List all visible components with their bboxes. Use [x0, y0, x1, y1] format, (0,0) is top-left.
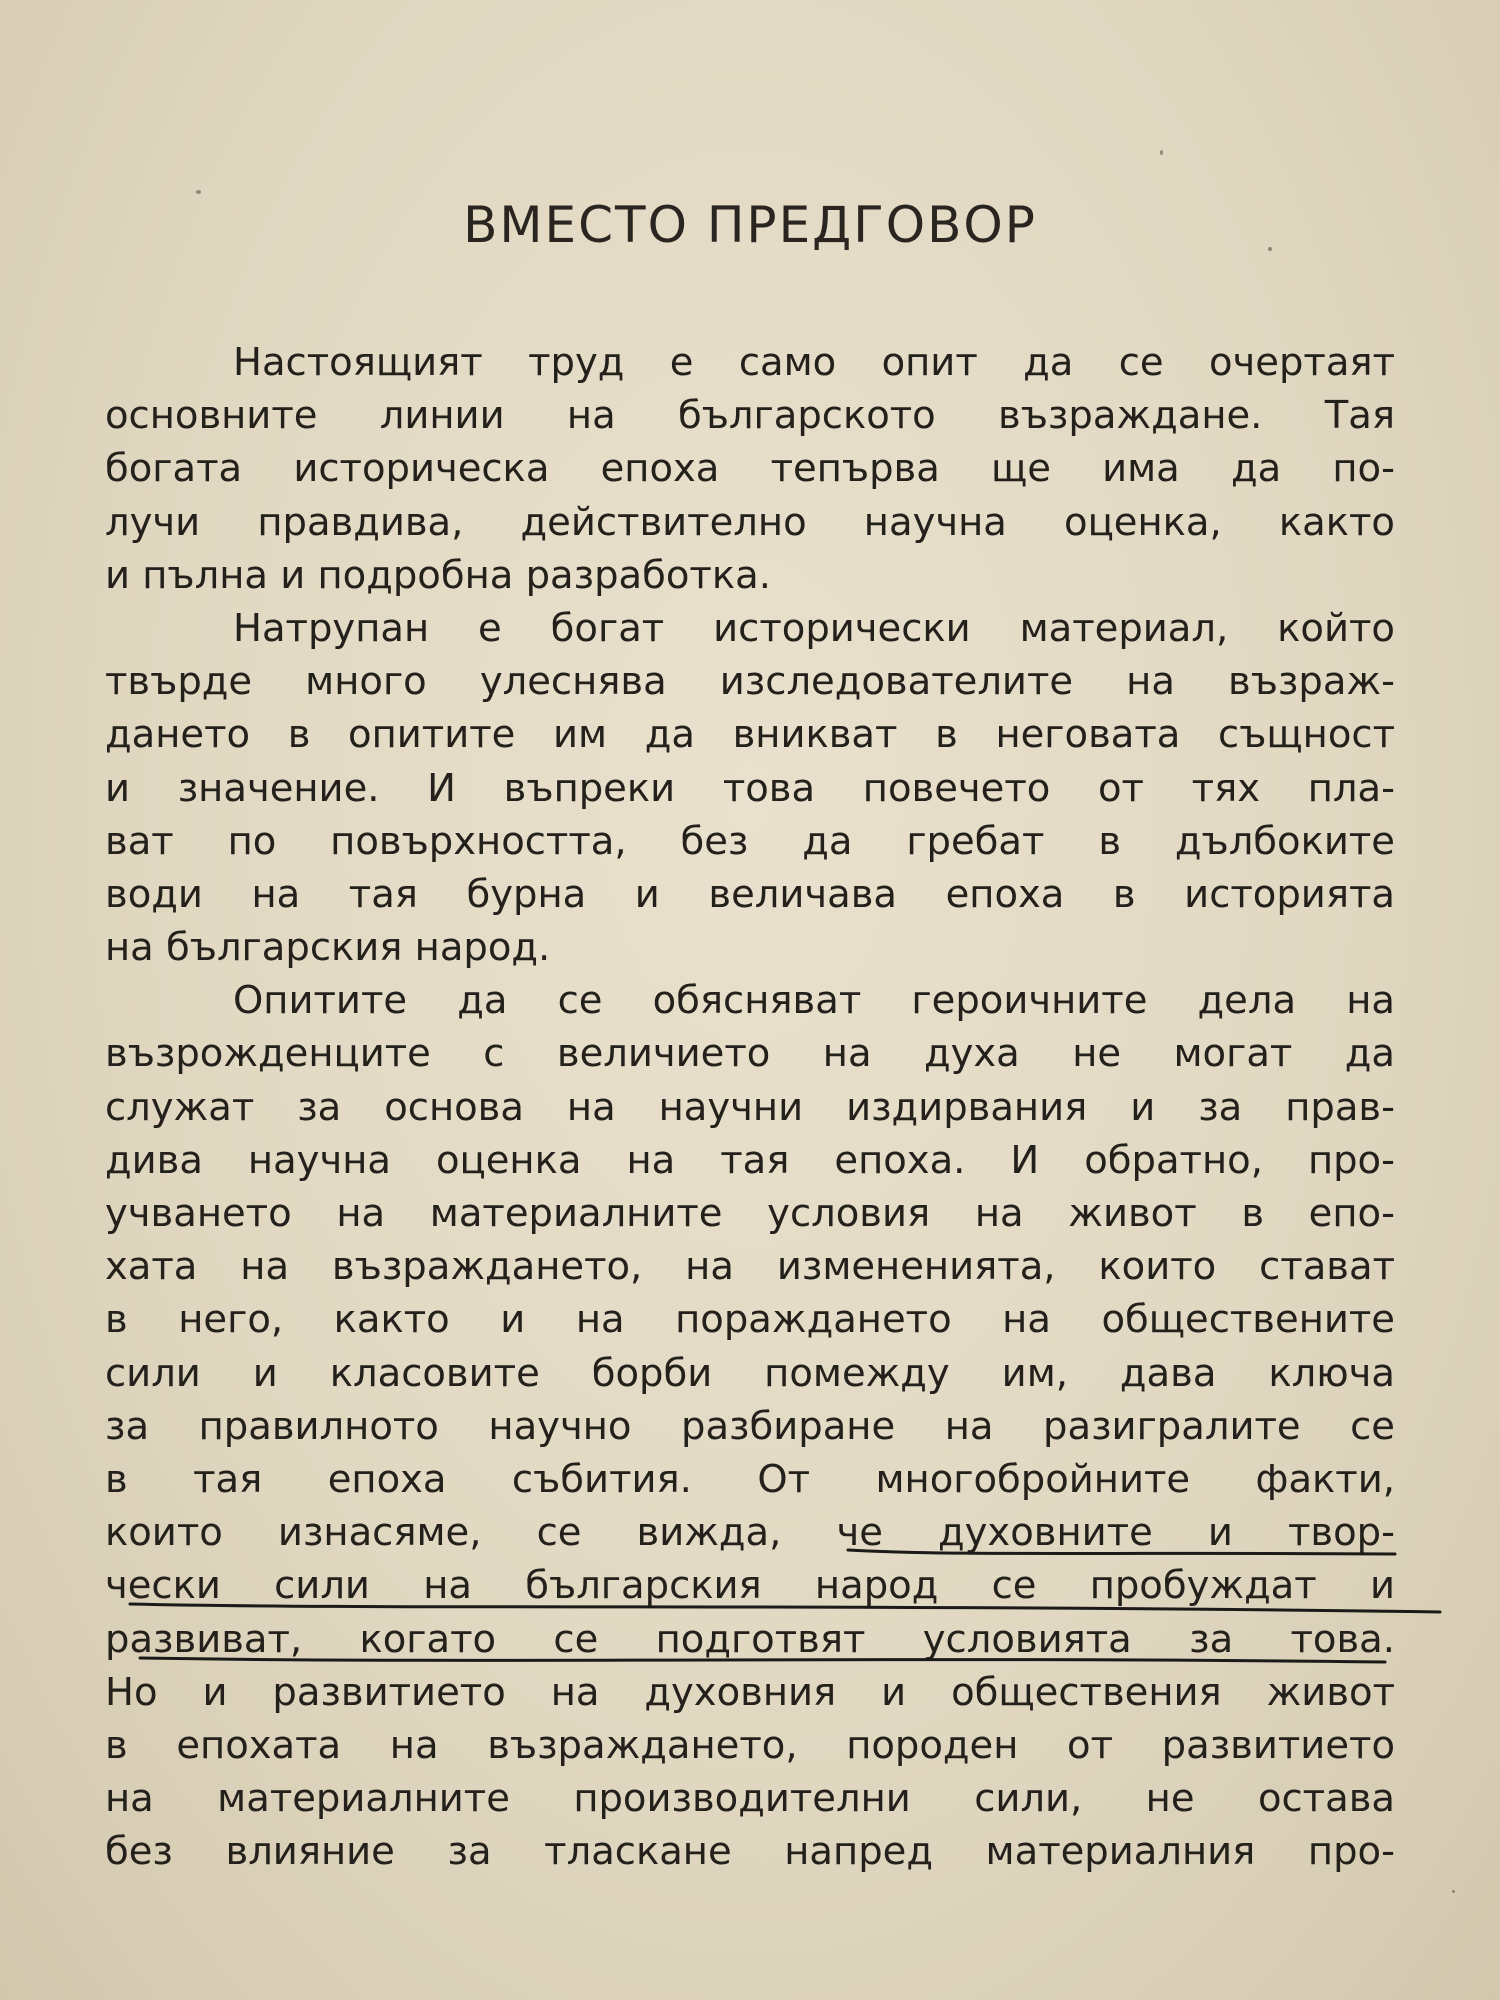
text-line: дането в опитите им да вникват в неговата същност	[105, 712, 1395, 758]
paper-speck	[1160, 150, 1163, 155]
text-line: Но и развитието на духовния и обществения живот	[105, 1669, 1395, 1715]
text-line: ват по повърхността, без да гребат в дълбоките	[105, 818, 1395, 864]
text-line: и значение. И въпреки това повечето от тях пла-	[105, 765, 1395, 811]
text-line: служат за основа на научни издирвания и за прав-	[105, 1084, 1395, 1130]
text-line: сили и класовите борби помежду им, дава ключа	[105, 1350, 1395, 1396]
text-line: Настоящият труд е само опит да се очертаят	[233, 340, 1395, 385]
text-line: възрожденците с величието на духа не могат да	[105, 1031, 1395, 1077]
text-line: на българския народ.	[105, 925, 551, 971]
text-line: Натрупан е богат исторически материал, който	[233, 605, 1395, 651]
paper-speck	[196, 190, 201, 194]
text-line: чески сили на българския народ се пробуждат и	[105, 1563, 1395, 1609]
text-line: учването на материалните условия на живот в епо-	[105, 1191, 1395, 1236]
text-line: и пълна и подробна разработка.	[105, 552, 771, 598]
text-line: дива научна оценка на тая епоха. И обратно, про-	[105, 1137, 1395, 1183]
text-line: твърде много улеснява изследователите на възраж-	[105, 659, 1395, 705]
page-title: ВМЕСТО ПРЕДГОВОР	[463, 196, 1037, 254]
text-line: развиват, когато се подготвят условията за това.	[105, 1616, 1395, 1662]
paper-speck	[1452, 1890, 1455, 1893]
text-line: води на тая бурна и величава епоха в историята	[105, 871, 1395, 917]
text-line: на материалните производителни сили, не остава	[105, 1776, 1395, 1822]
text-line: за правилното научно разбиране на разигралите се	[105, 1403, 1395, 1449]
paper-speck	[1268, 247, 1272, 251]
text-line: без влияние за тласкане напред материалния про-	[105, 1829, 1395, 1875]
body-text	[105, 336, 1395, 1878]
text-line: в тая епоха събития. От многобройните факти,	[105, 1456, 1395, 1502]
text-line: Опитите да се обясняват героичните дела на	[233, 978, 1395, 1024]
text-line: основните линии на българското възраждане. Тая	[105, 393, 1395, 439]
text-line: които изнасяме, се вижда, че духовните и твор-	[105, 1510, 1395, 1556]
text-line: в него, както и на пораждането на обществените	[105, 1297, 1395, 1343]
text-line: хата на възраждането, на измененията, които стават	[105, 1244, 1395, 1290]
text-line: лучи правдива, действително научна оценка, както	[105, 499, 1395, 545]
text-line: богата историческа епоха тепърва ще има да по-	[105, 446, 1395, 492]
text-line: в епохата на възраждането, породен от развитието	[105, 1722, 1395, 1768]
